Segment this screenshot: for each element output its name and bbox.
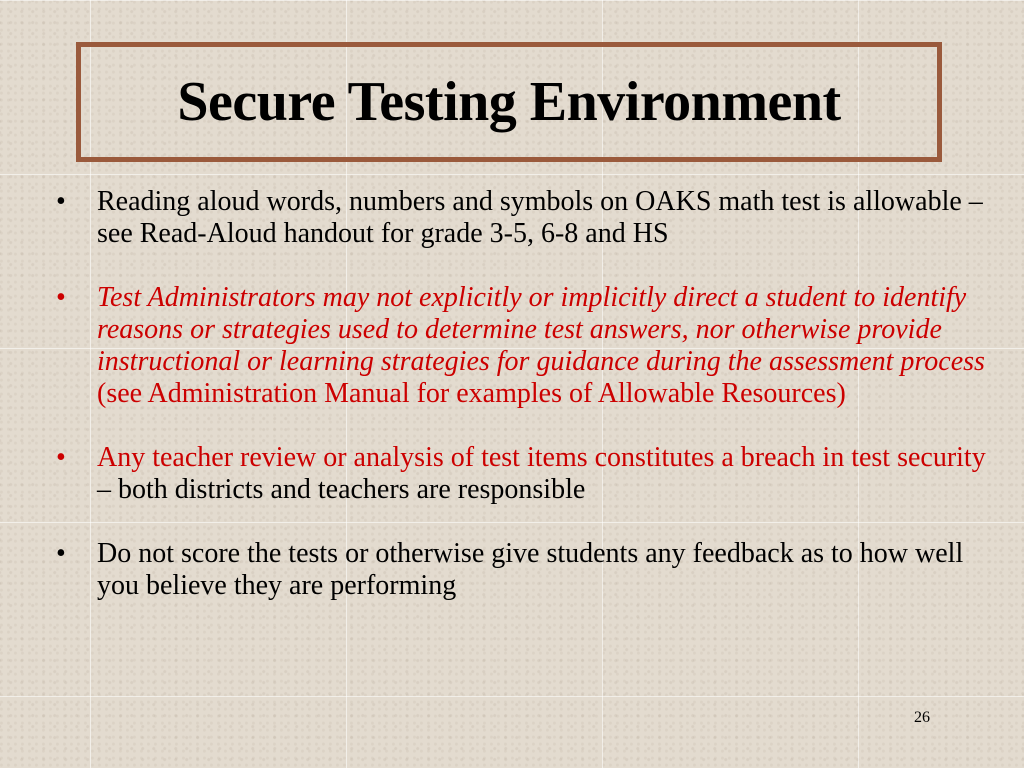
bullet-item xyxy=(56,442,996,506)
bullet-text: Reading aloud words, numbers and symbols on OAKS math test is allowable – see Read-Aloud handout for grade 3-5, 6-8 and HS xyxy=(97,186,983,249)
bullet-item xyxy=(56,282,996,410)
bullet-dot: • xyxy=(56,538,66,569)
bullet-item xyxy=(56,186,996,250)
title-box xyxy=(76,42,942,162)
bullet-dot: • xyxy=(56,282,66,313)
bullet-text-red: Any teacher review or analysis of test items constitutes a breach in test security xyxy=(97,442,986,473)
bullet-item xyxy=(56,538,996,602)
bullet-text-italic-red: Test Administrators may not explicitly or implicitly direct a student to identify reasons or strategies used to determine test answers, nor otherwise provide instructional or learning strategies for guidance during the assessment process xyxy=(97,282,985,377)
bullet-dot: • xyxy=(56,186,66,217)
page-number: 26 xyxy=(914,709,930,726)
bullet-dot: • xyxy=(56,442,66,473)
bullet-list xyxy=(56,186,996,634)
bullet-text-red: (see Administration Manual for examples of Allowable Resources) xyxy=(97,378,846,409)
slide-title: Secure Testing Environment xyxy=(177,71,841,133)
bullet-text: – both districts and teachers are responsible xyxy=(97,474,586,505)
bullet-text: Do not score the tests or otherwise give students any feedback as to how well you believe they are performing xyxy=(97,538,964,601)
